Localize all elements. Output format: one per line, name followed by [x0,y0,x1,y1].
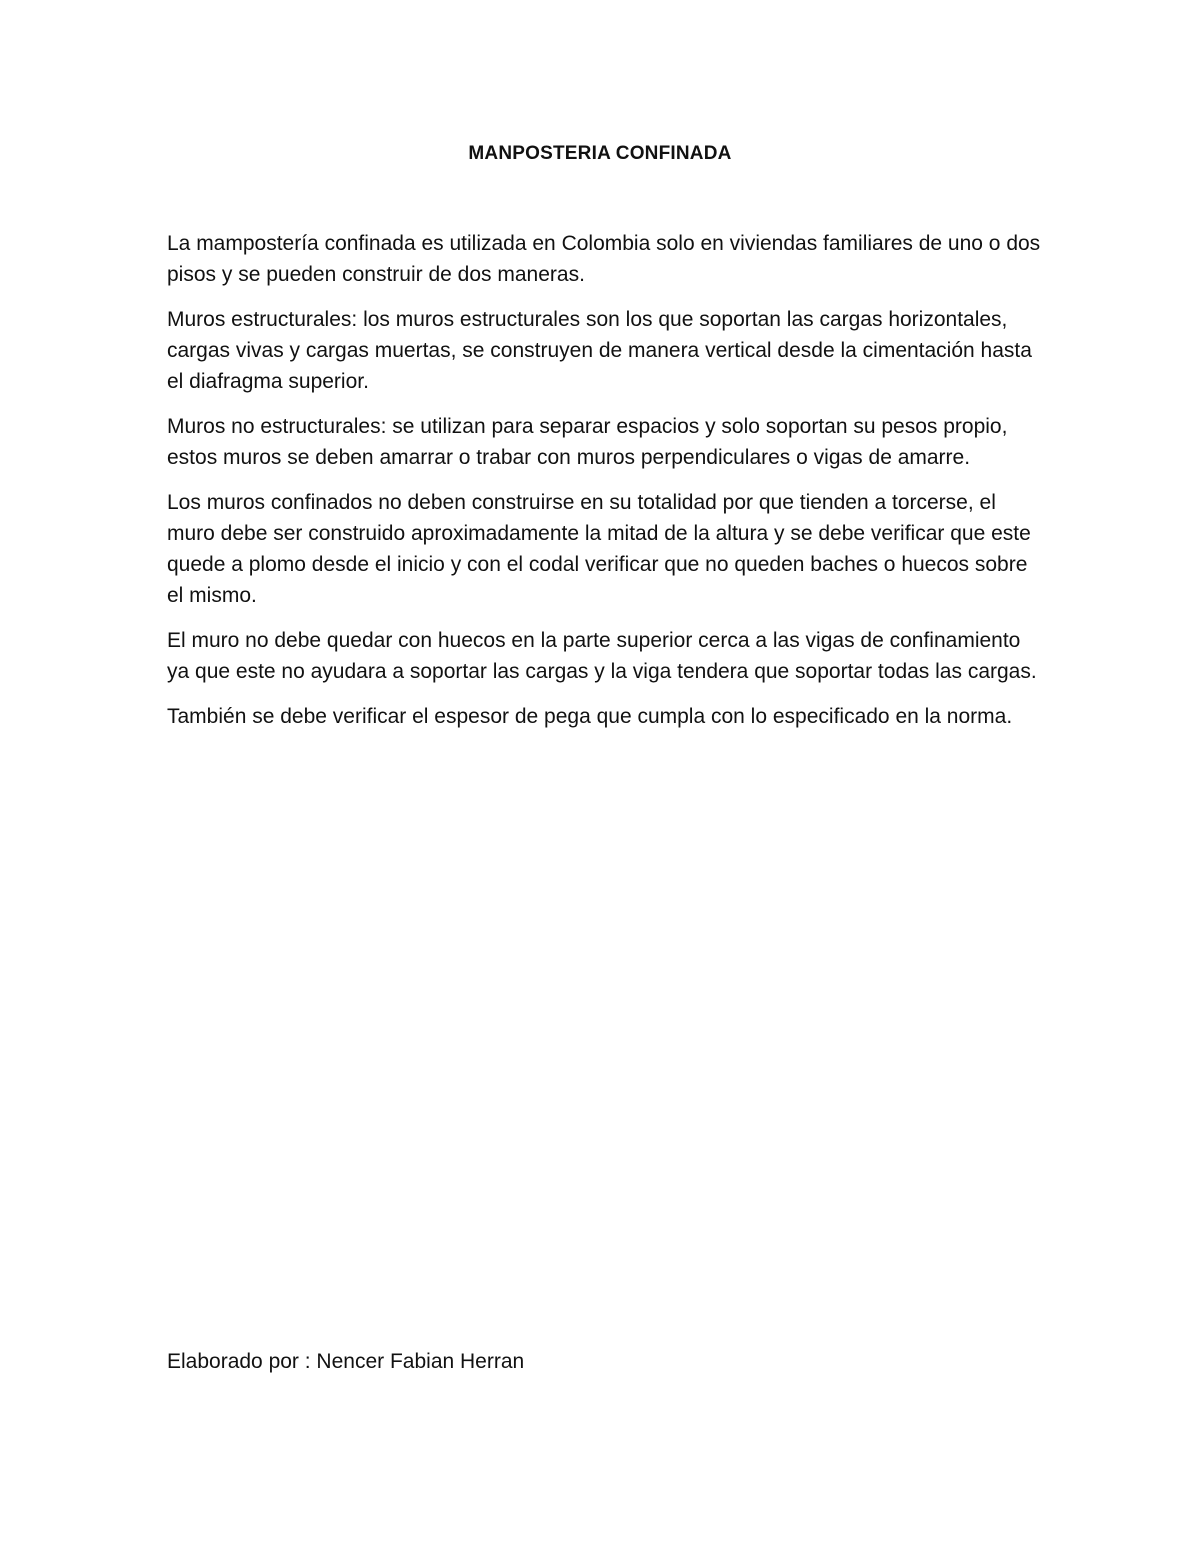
paragraph-gaps-warning: El muro no debe quedar con huecos en la parte superior cerca a las vigas de confinamiento ya que este no ayudara a soportar las cargas y la viga tendera que soportar todas las cargas. [167,629,1037,683]
paragraph-structural-walls: Muros estructurales: los muros estructurales son los que soportan las cargas horizontales, cargas vivas y cargas muertas, se construyen de manera vertical desde la cimentación hasta el diafragma superior. [167,308,1032,393]
paragraph-non-structural-walls: Muros no estructurales: se utilizan para separar espacios y solo soportan su pesos propio, estos muros se deben amarrar o trabar con muros perpendiculares o vigas de amarre. [167,415,1008,469]
document-title: MANPOSTERIA CONFINADA [468,143,732,164]
author-line: Elaborado por : Nencer Fabian Herran [167,1350,525,1373]
paragraph-intro: La mampostería confinada es utilizada en Colombia solo en viviendas familiares de uno o dos pisos y se pueden construir de dos maneras. [167,232,1041,286]
paragraph-construction-process: Los muros confinados no deben construirse en su totalidad por que tienden a torcerse, el muro debe ser construido aproximadamente la mitad de la altura y se debe verificar que este quede a plomo desde el inicio y con el codal verificar que no queden baches o huecos sobre el mismo. [167,491,1031,607]
paragraph-mortar-thickness: También se debe verificar el espesor de pega que cumpla con lo especificado en la norma. [167,705,1013,728]
document-body [167,228,1047,746]
